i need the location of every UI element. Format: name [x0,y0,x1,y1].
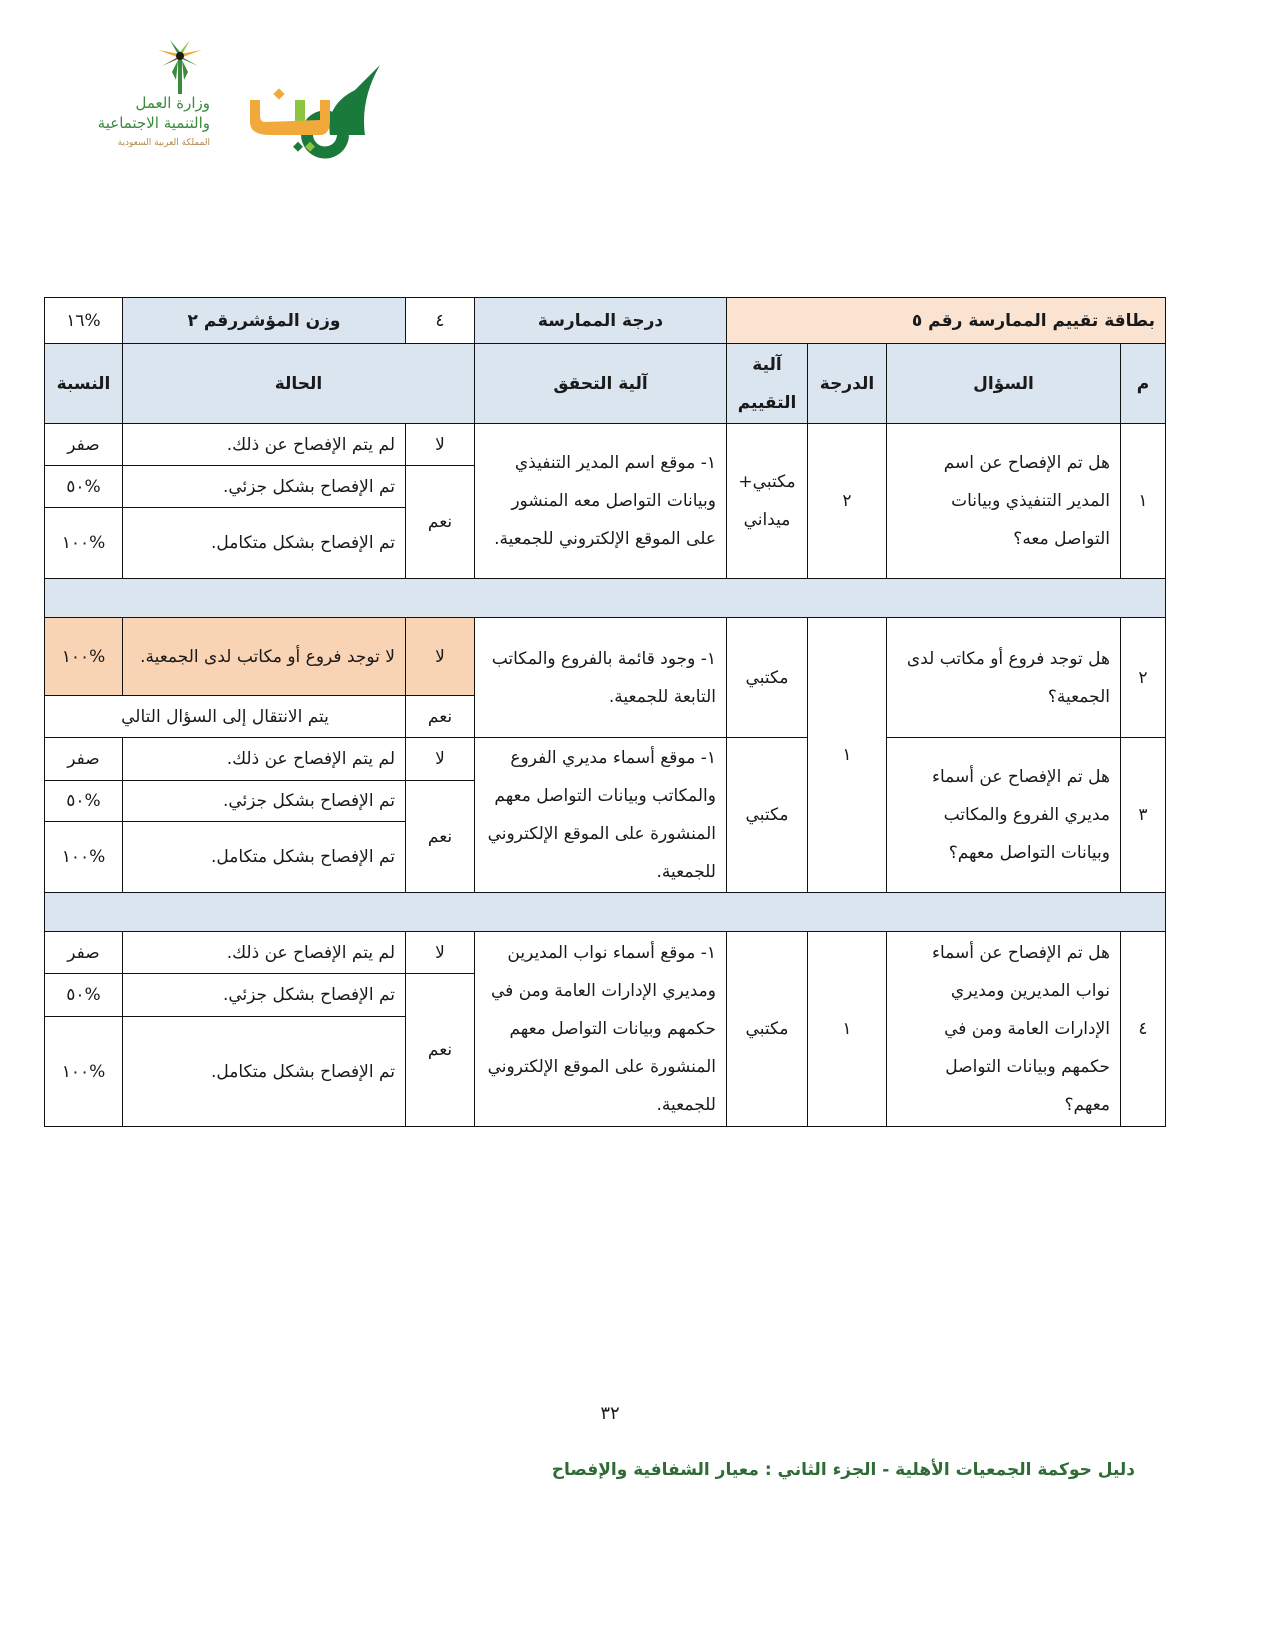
card-title-row [45,298,1166,344]
practice-evaluation-card [44,297,1166,1127]
card-title: بطاقة تقييم الممارسة رقم ٥ [727,298,1166,344]
row-question: هل توجد فروع أو مكاتب لدى الجمعية؟ [887,618,1121,738]
ratio-value: %٥٠ [45,974,123,1017]
ministry-country: المملكة العربية السعودية [117,138,210,148]
ratio-value: %١٠٠ [45,618,123,696]
row-verification: ١- موقع أسماء نواب المديرين ومديري الإدارات العامة ومن في حكمهم وبيانات التواصل معهم المنشورة على الموقع الإلكتروني للجمعية. [475,932,727,1127]
status-text: لم يتم الإفصاح عن ذلك. [123,932,406,974]
indicator-weight-value: %١٦ [45,298,123,344]
answer-yes: نعم [406,974,475,1127]
brand-logo [235,60,385,160]
table-row [45,618,1166,696]
row-num: ١ [1121,424,1166,579]
ratio-value: %٥٠ [45,466,123,508]
row-method: مكتبي [727,618,808,738]
practice-degree-value: ٤ [406,298,475,344]
indicator-weight-label: وزن المؤشررقم ٢ [123,298,406,344]
status-text: يتم الانتقال إلى السؤال التالي [45,696,406,738]
row-verification: ١- وجود قائمة بالفروع والمكاتب التابعة للجمعية. [475,618,727,738]
table-row [45,424,1166,466]
row-method: مكتبي+ ميداني [727,424,808,579]
header-logos [60,30,400,170]
status-text: لا توجد فروع أو مكاتب لدى الجمعية. [123,618,406,696]
separator [45,579,1166,618]
status-text: تم الإفصاح بشكل جزئي. [123,781,406,822]
status-text: تم الإفصاح بشكل جزئي. [123,466,406,508]
ministry-name-line2: والتنمية الاجتماعية [97,114,210,132]
row-question: هل تم الإفصاح عن أسماء مديري الفروع والمكاتب وبيانات التواصل معهم؟ [887,738,1121,893]
row-num: ٢ [1121,618,1166,738]
row-method: مكتبي [727,738,808,893]
row-verification: ١- موقع اسم المدير التنفيذي وبيانات التواصل معه المنشور على الموقع الإلكتروني للجمعية. [475,424,727,579]
separator-row [45,579,1166,618]
row-verification: ١- موقع أسماء مديري الفروع والمكاتب وبيانات التواصل معهم المنشورة على الموقع الإلكتروني للجمعية. [475,738,727,893]
answer-no: لا [406,932,475,974]
ratio-value: %١٠٠ [45,822,123,893]
ratio-value: صفر [45,932,123,974]
col-status: الحالة [123,344,475,424]
col-num: م [1121,344,1166,424]
ratio-value: %٥٠ [45,781,123,822]
footer-title: دليل حوكمة الجمعيات الأهلية - الجزء الثاني : معيار الشفافية والإفصاح [551,1460,1135,1480]
page-number: ٣٢ [600,1403,620,1424]
answer-yes: نعم [406,781,475,893]
separator [45,893,1166,932]
ministry-name-line1: وزارة العمل [135,94,210,112]
row-degree: ١ [808,932,887,1127]
answer-yes: نعم [406,466,475,579]
row-num: ٤ [1121,932,1166,1127]
row-method: مكتبي [727,932,808,1127]
col-degree: الدرجة [808,344,887,424]
status-text: تم الإفصاح بشكل متكامل. [123,1017,406,1127]
status-text: تم الإفصاح بشكل متكامل. [123,822,406,893]
row-degree: ١ [808,618,887,893]
row-num: ٣ [1121,738,1166,893]
ratio-value: %١٠٠ [45,508,123,579]
col-question: السؤال [887,344,1121,424]
status-text: لم يتم الإفصاح عن ذلك. [123,424,406,466]
column-header-row [45,344,1166,424]
answer-no: لا [406,424,475,466]
ministry-logo [60,30,210,160]
palm-tree-icon [150,36,210,96]
col-method: آلية التقييم [727,344,808,424]
table-row [45,932,1166,974]
answer-no: لا [406,738,475,781]
row-degree: ٢ [808,424,887,579]
status-text: تم الإفصاح بشكل متكامل. [123,508,406,579]
table-row [45,738,1166,781]
row-question: هل تم الإفصاح عن أسماء نواب المديرين ومديري الإدارات العامة ومن في حكمهم وبيانات التواصل معهم؟ [887,932,1121,1127]
ratio-value: صفر [45,738,123,781]
ratio-value: صفر [45,424,123,466]
practice-degree-label: درجة الممارسة [475,298,727,344]
status-text: تم الإفصاح بشكل جزئي. [123,974,406,1017]
answer-yes: نعم [406,696,475,738]
separator-row [45,893,1166,932]
col-ratio: النسبة [45,344,123,424]
col-verification: آلية التحقق [475,344,727,424]
row-question: هل تم الإفصاح عن اسم المدير التنفيذي وبيانات التواصل معه؟ [887,424,1121,579]
status-text: لم يتم الإفصاح عن ذلك. [123,738,406,781]
ratio-value: %١٠٠ [45,1017,123,1127]
answer-no: لا [406,618,475,696]
